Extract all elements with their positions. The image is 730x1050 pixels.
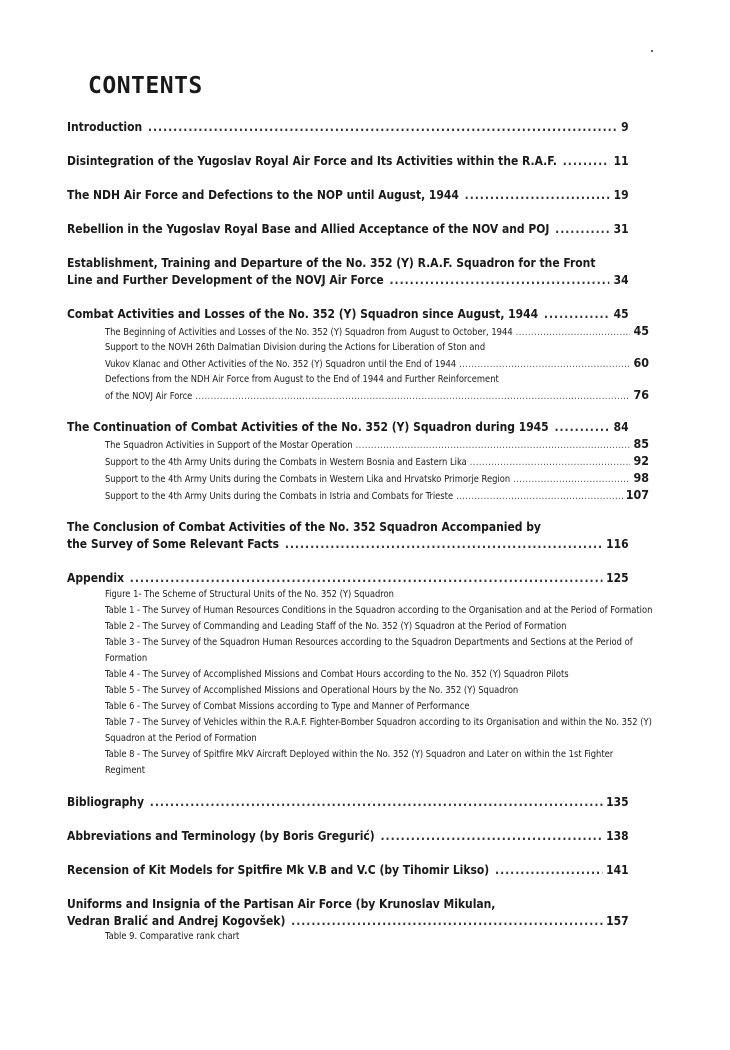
appendix-item: Table 3 - The Survey of the Squadron Human Resources according to the Squadron Departments and Sections at the Period of Formation (105, 637, 633, 664)
toc-entry-title: Abbreviations and Terminology (by Boris Gregurić) (67, 828, 375, 843)
leader-dots (554, 418, 609, 435)
toc-page-number: 31 (613, 221, 629, 236)
appendix-item: Table 1 - The Survey of Human Resources Conditions in the Squadron according to the Organisation and at the Period of Formation (105, 605, 653, 616)
toc-page-number: 84 (613, 419, 629, 434)
toc-subentry-title: The Beginning of Activities and Losses of the No. 352 (Y) Squadron from August to October, 1944 (105, 327, 513, 338)
toc-subentry-title: The Squadron Activities in Support of the Mostar Operation (105, 440, 353, 451)
leader-dots (456, 489, 623, 504)
toc-entry-title-line1: Establishment, Training and Departure of the No. 352 (Y) R.A.F. Squadron for the Front (67, 255, 596, 270)
appendix-item: Figure 1- The Scheme of Structural Units of the No. 352 (Y) Squadron (105, 589, 394, 600)
toc-page-number: 157 (606, 913, 629, 928)
leader-dots (563, 152, 610, 169)
page-title: CONTENTS (88, 73, 203, 99)
toc-page-number: 34 (613, 272, 629, 287)
toc-subentry-title: Support to the 4th Army Units during the Combats in Western Bosnia and Eastern Lika (105, 457, 467, 468)
toc-page-number: 45 (613, 306, 629, 321)
toc-entry-title: Rebellion in the Yugoslav Royal Base and Allied Acceptance of the NOV and POJ (67, 221, 550, 236)
toc-subentries (105, 323, 649, 404)
leader-dots (470, 455, 631, 470)
toc-entry-title-line1: Uniforms and Insignia of the Partisan Air Force (by Krunoslav Mikulan, (67, 896, 496, 911)
toc-entry-title: Disintegration of the Yugoslav Royal Air Force and Its Activities within the R.A.F. (67, 153, 557, 168)
toc-entry-bibliography (67, 793, 649, 810)
toc-entry-uniforms (67, 895, 649, 945)
toc-entry-establishment (67, 254, 649, 288)
leader-dots (150, 793, 603, 810)
leader-dots (148, 118, 617, 135)
toc-subentry-title-line2: Vukov Klanac and Other Activities of the No. 352 (Y) Squadron until the End of 1944 (105, 359, 457, 370)
toc-page-number: 19 (613, 187, 629, 202)
toc-subentry-title-line1: Support to the NOVH 26th Dalmatian Division during the Actions for Liberation of Ston and (105, 342, 486, 353)
leader-dots (465, 186, 610, 203)
leader-dots (356, 438, 631, 453)
toc-page-number: 9 (621, 119, 629, 134)
appendix-item: Table 7 - The Survey of Vehicles within the R.A.F. Fighter-Bomber Squadron according to its Organisation and within the No. 352 (Y) Squadron at the Period of Formation (105, 717, 652, 744)
toc-entry-title-line2: the Survey of Some Relevant Facts (67, 536, 280, 551)
appendix-item: Table 4 - The Survey of Accomplished Missions and Combat Hours according to the No. 352 (Y) Squadron Pilots (105, 669, 569, 680)
toc-subentry (105, 453, 649, 470)
toc-subentry (105, 387, 649, 404)
toc-subentry-line1 (105, 340, 649, 355)
toc-page-number: 138 (606, 828, 629, 843)
toc-page-number: 85 (633, 436, 649, 451)
leader-dots (513, 472, 630, 487)
toc-entry-recension (67, 861, 649, 878)
leader-dots (389, 271, 609, 288)
toc-subentry-title-line2: of the NOVJ Air Force (105, 391, 193, 402)
toc-entry-rebellion (67, 220, 649, 237)
toc-entry-title: The Continuation of Combat Activities of the No. 352 (Y) Squadron during 1945 (67, 419, 549, 434)
toc-subentry-title-line1: Defections from the NDH Air Force from August to the End of 1944 and Further Reinforcement (105, 374, 499, 385)
toc-entry-conclusion (67, 518, 649, 552)
toc-page-number: 60 (633, 355, 649, 370)
toc-entry-title: Appendix (67, 570, 125, 585)
leader-dots (291, 912, 602, 929)
leader-dots (544, 305, 610, 322)
toc-page-number: 135 (606, 794, 629, 809)
appendix-item: Table 8 - The Survey of Spitfire MkV Aircraft Deployed within the No. 352 (Y) Squadron and Later on within the 1st Fighter Regiment (105, 749, 614, 776)
leader-dots (495, 861, 602, 878)
toc-page-number: 98 (633, 470, 649, 485)
toc-subentries (105, 436, 649, 504)
toc-entry-title: Bibliography (67, 794, 144, 809)
toc-page-number: 141 (606, 862, 629, 877)
toc-page-number: 11 (613, 153, 629, 168)
leader-dots (380, 827, 602, 844)
toc-subentry-title: Support to the 4th Army Units during the Combats in Istria and Combats for Trieste (105, 491, 454, 502)
leader-dots (285, 535, 602, 552)
toc-entry-continuation (67, 418, 649, 504)
toc-page-number: 107 (625, 487, 649, 502)
toc-subentry (105, 470, 649, 487)
toc-entry-abbreviations (67, 827, 649, 844)
toc-subentry (105, 323, 649, 340)
toc-entry-title: Introduction (67, 119, 143, 134)
toc-subentry (105, 355, 649, 372)
leader-dots (459, 357, 630, 372)
toc-subentry (105, 436, 649, 453)
toc-entry-title-line2: Vedran Bralić and Andrej Kogovšek) (67, 913, 286, 928)
toc-subentry-line1 (105, 372, 649, 387)
toc-subentry-title: Support to the 4th Army Units during the Combats in Western Lika and Hrvatsko Primorje Region (105, 474, 511, 485)
toc-entry-combat-activities (67, 305, 649, 404)
toc-entry-title: Recension of Kit Models for Spitfire Mk V.B and V.C (by Tihomir Likso) (67, 862, 490, 877)
toc-entry-title-line2: Line and Further Development of the NOVJ Air Force (67, 272, 384, 287)
toc-subentry: Table 9. Comparative rank chart (105, 931, 240, 942)
toc-entry-disintegration (67, 152, 649, 169)
leader-dots (555, 220, 610, 237)
toc-entry-title: Combat Activities and Losses of the No. 352 (Y) Squadron since August, 1944 (67, 306, 539, 321)
toc-subentry (105, 487, 649, 504)
toc-entry-ndh-air-force (67, 186, 649, 203)
speck-mark (651, 50, 653, 52)
toc-entry-appendix (67, 569, 653, 779)
toc-page-number: 45 (633, 323, 649, 338)
leader-dots (195, 389, 630, 404)
table-of-contents (67, 118, 653, 959)
leader-dots (130, 569, 603, 586)
appendix-item: Table 6 - The Survey of Combat Missions according to Type and Manner of Performance (105, 701, 470, 712)
appendix-item: Table 2 - The Survey of Commanding and Leading Staff of the No. 352 (Y) Squadron at the Period of Formation (105, 621, 567, 632)
toc-page-number: 76 (633, 387, 649, 402)
toc-entry-title-line1: The Conclusion of Combat Activities of the No. 352 Squadron Accompanied by (67, 519, 541, 534)
toc-entry-introduction (67, 118, 649, 135)
appendix-item: Table 5 - The Survey of Accomplished Missions and Operational Hours by the No. 352 (Y) Squadron (105, 685, 519, 696)
toc-page-number: 116 (606, 536, 629, 551)
leader-dots (516, 325, 631, 340)
toc-page-number: 125 (606, 570, 629, 585)
toc-page-number: 92 (633, 453, 649, 468)
toc-entry-title: The NDH Air Force and Defections to the NOP until August, 1944 (67, 187, 459, 202)
appendix-list (105, 587, 655, 779)
